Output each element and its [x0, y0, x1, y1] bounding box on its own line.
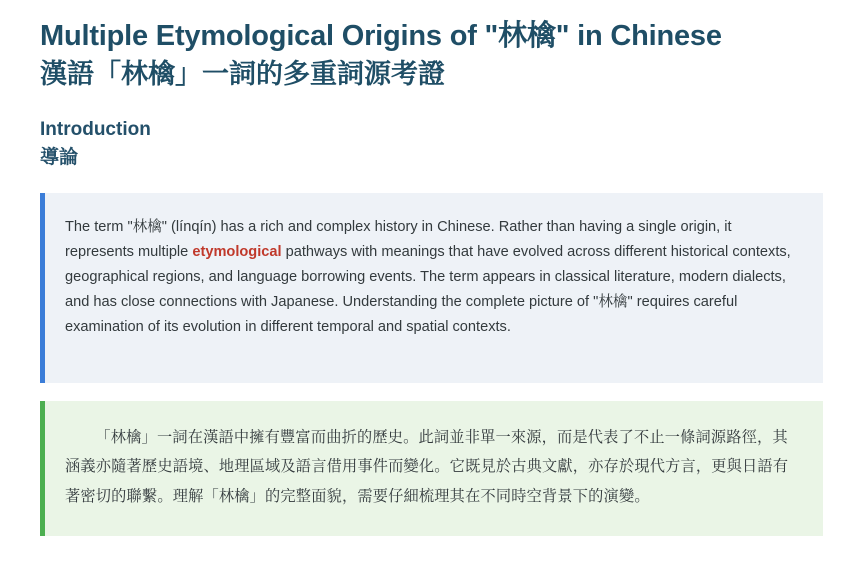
intro-text-part1: The term "林檎" (línqín) has a rich and complex history in Chinese. Rather than having a single origin, it represents multiple	[65, 218, 732, 260]
page-title-english: Multiple Etymological Origins of "林檎" in Chinese	[40, 20, 722, 52]
intro-callout-english	[40, 193, 823, 383]
intro-callout-chinese	[40, 401, 823, 536]
page-title-chinese: 漢語「林檎」一詞的多重詞源考證	[40, 59, 445, 90]
section-heading-chinese: 導論	[40, 146, 79, 168]
intro-text-chinese: 「林檎」一詞在漢語中擁有豐富而曲折的歷史。此詞並非單一來源，而是代表了不止一條詞源路徑，其涵義亦隨著歷史語境、地理區域及語言借用事件而變化。它既見於古典文獻，亦存於現代方言，更與日語有著密切的聯繫。理解「林檎」的完整面貌，需要仔細梳理其在不同時空背景下的演變。	[65, 428, 789, 505]
etymological-term-highlight: etymological	[192, 243, 282, 260]
section-heading-english: Introduction	[40, 119, 151, 141]
intro-text-part2: pathways with meanings that have evolved across different historical contexts, geographical regions, and language borrowing events. The term appears in classical literature, modern dialects, and has close connections with Japanese. Understanding the complete picture of "林檎" requires careful examination of its evolution in different temporal and spatial contexts.	[65, 243, 791, 335]
